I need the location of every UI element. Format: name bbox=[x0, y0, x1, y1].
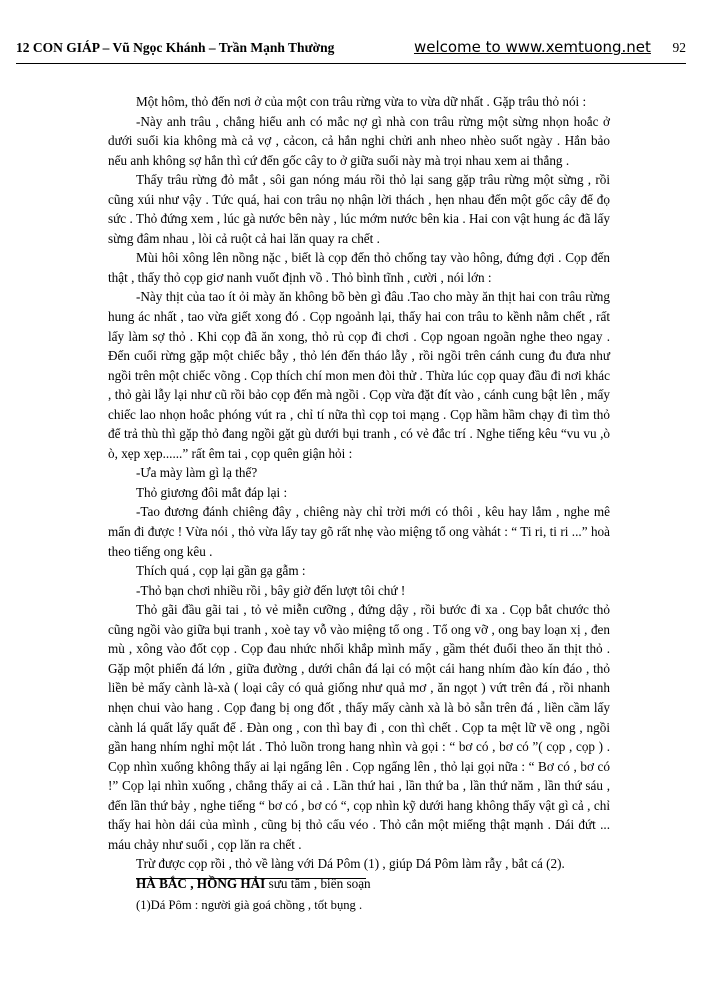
body-text bbox=[108, 92, 610, 893]
paragraph: Thỏ giương đôi mắt đáp lại : bbox=[136, 484, 288, 500]
byline bbox=[108, 874, 610, 894]
footnote-text: (1)Dá Pôm : người già goá chồng , tốt bụng . bbox=[136, 898, 363, 912]
paragraph: -Tao đương đánh chiêng đây , chiêng này chỉ trời mới có thôi , kêu hay lắm , nghe mê mẩn đi được ! Vừa nói , thỏ vừa lấy tay gõ rất nhẹ vào miệng tổ ong vàhát : “ Ti ri, ti ri ...” hoà theo tiếng ong kêu . bbox=[108, 504, 610, 559]
paragraph: -Ưa mày làm gì lạ thế? bbox=[136, 465, 258, 481]
page-number: 92 bbox=[672, 40, 686, 55]
paragraph: -Này anh trâu , chẳng hiểu anh có mắc nợ gì nhà con trâu rừng một sừng nhọn hoắc ở dưới suối kia không mà cả vợ , cảcon, cả hắn nghi chửi anh nheo nhèo suốt ngày . Hắn bảo nếu anh không sợ hắn thì cứ đến gốc cây to ở giữa suối này mà trọi nhau xem ai thắng . bbox=[108, 113, 610, 168]
paragraph: Trừ được cọp rồi , thỏ về làng với Dá Pôm (1) , giúp Dá Pôm làm rẫy , bắt cá (2). bbox=[136, 856, 565, 872]
byline-authors: HÀ BẮC , HỒNG HẢI bbox=[136, 875, 266, 891]
footnote-divider bbox=[136, 878, 366, 879]
byline-role: sưu tầm , biên soạn bbox=[265, 875, 371, 891]
paragraph: Thích quá , cọp lại gần gạ gẫm : bbox=[136, 563, 306, 579]
header-website-link[interactable]: welcome to www.xemtuong.net bbox=[413, 38, 651, 56]
paragraph: Mùi hôi xông lên nồng nặc , biết là cọp đến thỏ chống tay vào hông, đứng đợi . Cọp đến thật , thấy thỏ cọp giơ nanh vuốt định vồ . Thỏ bình tĩnh , cười , nói lớn : bbox=[108, 250, 610, 285]
paragraph: -Thỏ bạn chơi nhiều rồi , bây giờ đến lượt tôi chứ ! bbox=[136, 582, 406, 598]
paragraph: Thỏ gãi đầu gãi tai , tỏ vẻ miễn cưỡng , đứng dậy , rồi bước đi xa . Cọp bắt chước thỏ cũng ngồi vào giữa bụi tranh , xoè tay vỗ vào miệng tổ ong . Tổ ong vỡ , ong bay loạn xị , đen mù , xông vào đốt cọp . Cọp đau nhức nhối khắp mình mẩy , gầm thét đuổi theo ăn thịt thỏ . Gặp một phiến đá lớn , giữa đường , dưới chân đá lại có một cái hang nhím đào kín đáo , thỏ liền bẻ mấy cành là-xà ( loại cây có quả giống như quả mơ , ăn ngọt ) vứt trên đá , rồi nhanh nhẹn chui vào hang . Cọp đang bị ong đốt , thấy mấy cành xà là bỏ sẵn trên đá , liền cầm lấy cành lá quất lấy quất để . Đàn ong , con thì bay đi , con thì chết . Cọp ta mệt lữ về ong , ngồi gần hang nhím nghỉ một lát . Thỏ luồn trong hang nhìn và gọi : “ bơ có , bơ có ”( cọp , cọp ) . Cọp nhìn xuống không thấy ai lại ngẩng lên . Cọp ngẩng lên , thỏ lại gọi nữa : “ Bơ có , bơ có !” Cọp lại nhìn xuống , chẳng thấy ai cả . Lần thứ hai , lần thứ ba , lần thứ năm , lần thứ sáu , đến lần thứ bảy , nghe tiếng “ bơ có , bơ có “, cọp nhìn kỹ dưới hang không thấy vật gì cả , chỉ thấy hai hòn dái của mình , cũng bị thỏ cấu véo . Thỏ cắn một miếng thật mạnh . Dái đứt ... máu chảy như suối , cọp lăn ra chết . bbox=[108, 602, 610, 852]
paragraph: -Này thịt của tao ít ỏi mày ăn không bõ bèn gì đâu .Tao cho mày ăn thịt hai con trâu rừng hung ác nhất , tao vừa giết xong đó . Cọp ngoảnh lại, thấy hai con trâu to kềnh nằm chết , rất lấy làm sợ thỏ . Khi cọp đã ăn xong, thỏ rủ cọp đi chơi . Cọp ngoan ngoãn nghe theo ngay . Đến cuối rừng gặp một chiếc bẫy , thỏ lén đến tháo lẫy , rồi ngồi trên cánh cung đu đưa như ngồi trên một chiếc võng . Cọp thích chí mon men đòi thử . Thừa lúc cọp quay đầu đi nơi khác , thỏ gài lẫy lại như cũ rồi bảo cọp đến mà ngồi . Cọp vừa đặt đít vào , cánh cung bật lên , mấy chiếc lao nhọn hoắc phóng vút ra , chỉ tí nữa thì cọp toi mạng . Cọp hầm hầm chạy đi tìm thỏ để trả thù thì gặp thỏ đang ngồi gặt gù dưới bụi tranh , có vẻ đắc trí . Nghe tiếng kêu “vu vu ,ò ò, xẹp xẹp......” rất êm tai , cọp quên giận hỏi : bbox=[108, 289, 610, 461]
paragraph: Thấy trâu rừng đỏ mắt , sôi gan nóng máu rồi thỏ lại sang gặp trâu rừng một sừng , rồi cũng xúi như vậy . Tức quá, hai con trâu nọ nhận lời thách , hẹn nhau đến một gốc cây để đọ sức . Thỏ đứng xem , lúc gà nước bên này , lúc mớm nước bên kia . Hai con vật hung ác đã lấy sừng đâm nhau , lòi cả ruột cả hai lăn quay ra chết . bbox=[108, 172, 610, 246]
header-divider bbox=[16, 63, 686, 64]
page-header bbox=[16, 38, 686, 64]
paragraph: Một hôm, thỏ đến nơi ở của một con trâu rừng vừa to vừa dữ nhất . Gặp trâu thỏ nói : bbox=[136, 94, 587, 109]
header-book-title: 12 CON GIÁP – Vũ Ngọc Khánh – Trần Mạnh Thường bbox=[16, 40, 335, 55]
